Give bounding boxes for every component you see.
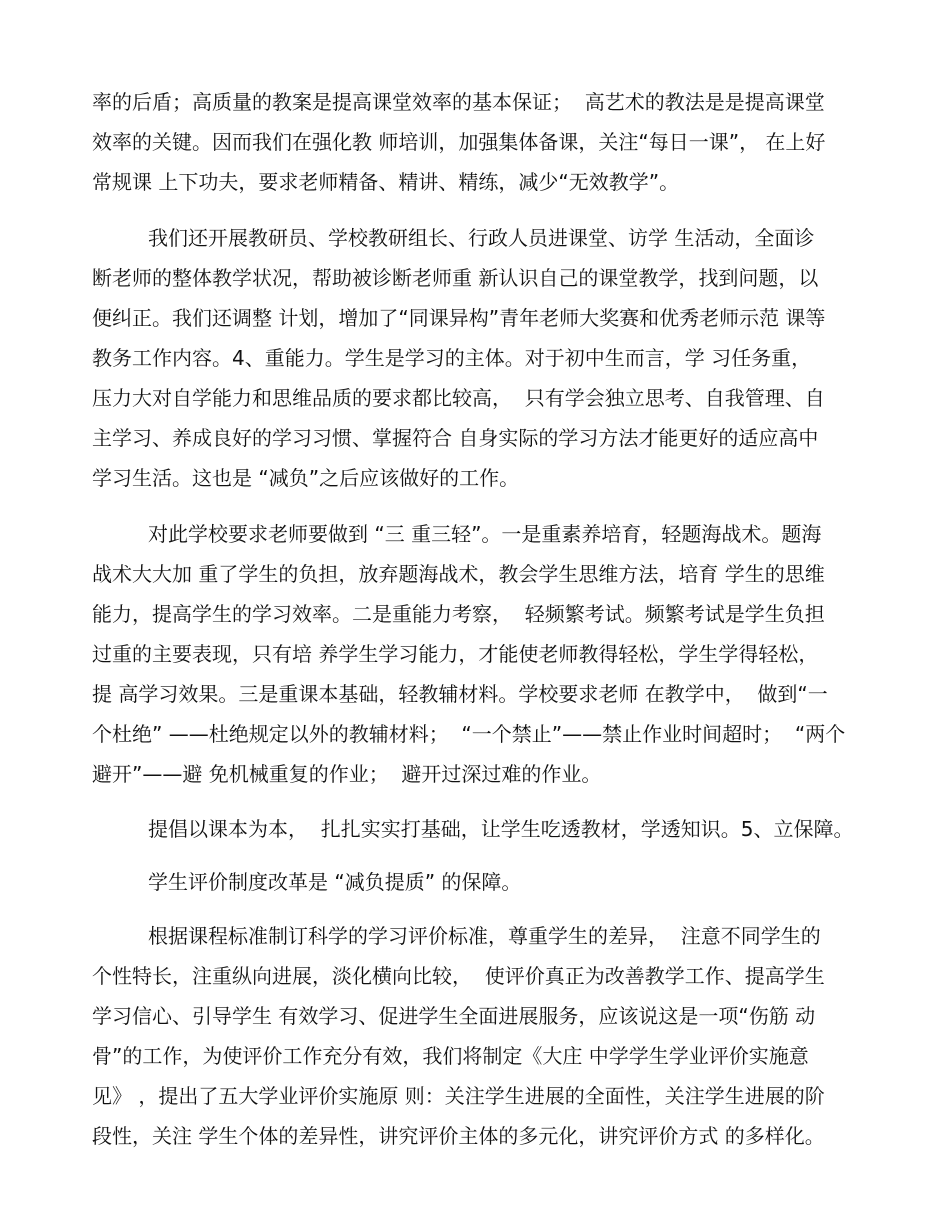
text-line: 学习生活。这也是 “减负”之后应该做好的工作。 [92, 466, 520, 490]
text-line: 效率的关键。因而我们在强化教 师培训，加强集体备课，关注“每日一课”， 在上好 [92, 130, 826, 154]
text-line: 见》 ，提出了五大学业评价实施原 则：关注学生进展的全面性，关注学生进展的阶 [92, 1084, 825, 1108]
text-line: 过重的主要表现，只有培 养学生学习能力，才能使老师教得轻松，学生学得轻松， [92, 642, 819, 666]
text-line: 便纠正。我们还调整 计划，增加了“同课异构”青年老师大奖赛和优秀老师示范 课等 [92, 306, 826, 330]
text-line: 断老师的整体教学状况，帮助被诊断老师重 新认识自己的课堂教学，找到问题，以 [92, 266, 819, 290]
text-line: 段性，关注 学生个体的差异性，讲究评价主体的多元化，讲究评价方式 的多样化。 [92, 1124, 825, 1148]
text-line: 率的后盾；高质量的教案是提高课堂效率的基本保证； 高艺术的教法是是提高课堂 [92, 90, 825, 114]
text-line: 骨”的工作，为使评价工作充分有效，我们将制定《大庄 中学学生学业评价实施意 [92, 1044, 809, 1068]
text-line: 提 高学习效果。三是重课本基础，轻教辅材料。学校要求老师 在教学中， 做到“一 [92, 682, 828, 706]
text-line: 主学习、养成良好的学习习惯、掌握符合 自身实际的学习方法才能更好的适应高中 [92, 426, 819, 450]
text-line: 我们还开展教研员、学校教研组长、行政人员进课堂、访学 生活动，全面诊 [148, 226, 815, 250]
text-line: 学生评价制度改革是 “减负提质” 的保障。 [148, 870, 522, 894]
text-line: 对此学校要求老师要做到 “三 重三轻”。一是重素养培育，轻题海战术。题海 [148, 522, 822, 546]
text-line: 提倡以课本为本， 扎扎实实打基础，让学生吃透教材，学透知识。5、立保障。 [148, 817, 854, 841]
text-line: 战术大大加 重了学生的负担，放弃题海战术，教会学生思维方法，培育 学生的思维 [92, 562, 825, 586]
text-line: 教务工作内容。4、重能力。学生是学习的主体。对于初中生而言，学 习任务重， [92, 346, 812, 370]
text-line: 个性特长，注重纵向进展，淡化横向比较， 使评价真正为改善教学工作、提高学生 [92, 964, 825, 988]
text-line: 学习信心、引导学生 有效学习、促进学生全面进展服务，应该说这是一项“伤筋 动 [92, 1004, 816, 1028]
text-line: 能力，提高学生的学习效率。二是重能力考察， 轻频繁考试。频繁考试是学生负担 [92, 602, 825, 626]
text-line: 常规课 上下功夫，要求老师精备、精讲、精练，减少“无效教学”。 [92, 170, 680, 194]
text-line: 避开”——避 免机械重复的作业； 避开过深过难的作业。 [92, 762, 602, 786]
text-line: 个杜绝” ——杜绝规定以外的教辅材料； “一个禁止”——禁止作业时间超时； “两个 [92, 722, 846, 746]
text-line: 压力大对自学能力和思维品质的要求都比较高， 只有学会独立思考、自我管理、自 [92, 386, 825, 410]
text-line: 根据课程标准制订科学的学习评价标准，尊重学生的差异， 注意不同学生的 [148, 924, 821, 948]
